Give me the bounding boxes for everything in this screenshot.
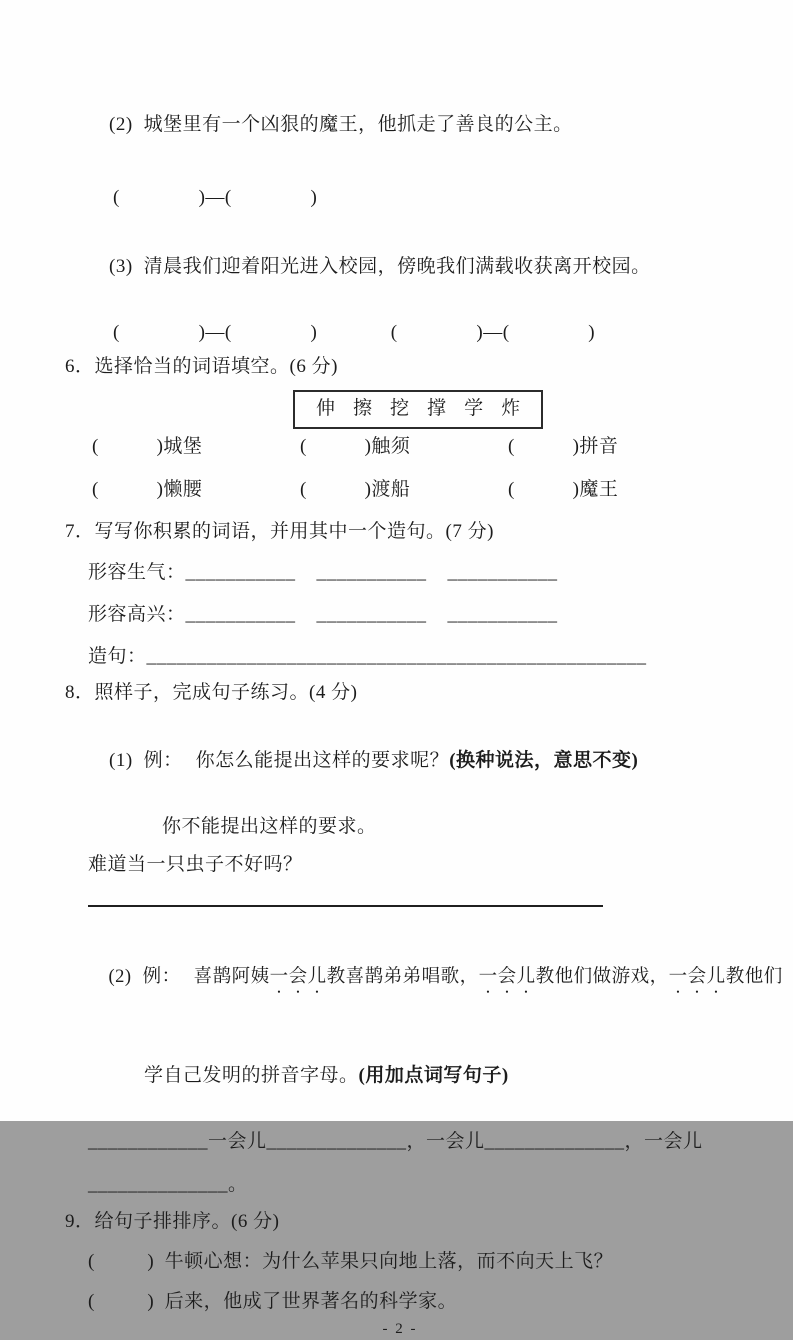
q7-angry-blanks: 形容生气：___________ ___________ ___________ — [88, 562, 558, 583]
q8-part2-dotted-word: 一会儿 — [269, 967, 327, 987]
paren-blank: ( ) — [300, 479, 372, 500]
q8-part1-answer-rule — [88, 905, 603, 907]
word-bank-char: 炸 — [501, 398, 521, 419]
paren-blank: ( ) — [92, 436, 164, 457]
q6-cell — [92, 477, 300, 503]
q8-part1-example-answer: 你不能提出这样的要求。 — [162, 816, 377, 837]
item-3-row — [88, 228, 735, 306]
q6-cell — [508, 434, 618, 460]
question-6-title: 6．选择恰当的词语填空。(6 分) — [65, 356, 338, 377]
paren-blank: ( ) — [508, 436, 580, 457]
q7-happy-blanks: 形容高兴：___________ ___________ ___________ — [88, 604, 558, 625]
q6-word: 城堡 — [163, 436, 203, 457]
paren-blank: ( ) — [92, 479, 164, 500]
q6-word: 触须 — [371, 436, 411, 457]
q8-part2-fill-line-1: ____________一会儿______________，一会儿______________，一会儿 — [88, 1131, 703, 1152]
q6-cell — [300, 477, 508, 503]
word-bank-char: 擦 — [353, 398, 373, 419]
word-bank-char: 撑 — [427, 398, 447, 419]
q6-row-1 — [92, 434, 735, 460]
q8-part1-example-text: 你怎么能提出这样的要求呢？ — [195, 750, 450, 771]
item-2-row — [88, 86, 735, 164]
q8-part1-example-row — [88, 722, 735, 800]
q8-part2-dotted-word: 一会儿 — [668, 967, 726, 987]
word-bank-box — [293, 390, 543, 429]
q6-word: 懒腰 — [163, 479, 203, 500]
item-2-answer-blanks: ( )—( ) — [113, 187, 318, 208]
q8-part2-example-row2 — [123, 1037, 735, 1115]
q8-part2-line2-text: 学自己发明的拼音字母。 — [144, 1065, 359, 1086]
q8-part2-line2-note: (用加点词写句子) — [358, 1065, 509, 1086]
q8-part2-text-seg: 喜鹊阿姨 — [193, 967, 270, 987]
item-2-label: (2) — [109, 114, 133, 135]
q6-word: 渡船 — [371, 479, 411, 500]
q8-part2-text-seg: 教喜鹊弟弟唱歌， — [326, 967, 479, 987]
word-bank-char: 学 — [464, 398, 484, 419]
q9-item-1: ( ) 牛顿心想：为什么苹果只向地上落，而不向天上飞？ — [88, 1251, 614, 1272]
q8-part2-example-prefix: 例： — [142, 967, 181, 987]
paren-blank: ( ) — [300, 436, 372, 457]
q8-part2-dotted-word: 一会儿 — [478, 967, 536, 987]
q8-part1-label: (1) — [109, 750, 133, 771]
word-bank-wrap — [65, 390, 735, 429]
question-9-title: 9．给句子排排序。(6 分) — [65, 1211, 280, 1232]
word-bank-char: 挖 — [390, 398, 410, 419]
q6-word: 拼音 — [579, 436, 619, 457]
q6-cell — [92, 434, 300, 460]
q6-cell — [508, 477, 618, 503]
q6-cell — [300, 434, 508, 460]
q9-item-2: ( ) 后来，他成了世界著名的科学家。 — [88, 1291, 458, 1312]
paren-blank: ( ) — [508, 479, 580, 500]
q8-part1-prompt: 难道当一只虫子不好吗？ — [88, 854, 303, 875]
q8-part2-text-seg: 教他们 — [725, 967, 783, 987]
q8-part1-example-note: (换种说法，意思不变) — [449, 750, 639, 771]
q6-word: 魔王 — [579, 479, 619, 500]
question-8-title: 8．照样子，完成句子练习。(4 分) — [65, 682, 358, 703]
q8-part2-fill-line-2: ______________。 — [88, 1174, 248, 1195]
q8-part2-example-row — [88, 938, 783, 1023]
question-7-title: 7．写写你积累的词语，并用其中一个造句。(7 分) — [65, 521, 494, 542]
item-3-answer-blanks: ( )—( ) ( )—( ) — [113, 322, 596, 343]
q6-row-2 — [92, 477, 735, 503]
item-2-text: 城堡里有一个凶狠的魔王，他抓走了善良的公主。 — [143, 114, 573, 135]
q7-sentence-blank: 造句：__________________________________________________ — [88, 646, 647, 667]
q8-part2-label: (2) — [108, 967, 132, 987]
item-3-label: (3) — [109, 256, 133, 277]
q8-part2-text-seg: 教他们做游戏， — [535, 967, 669, 987]
page-number: - 2 - — [382, 1321, 418, 1337]
word-bank-char: 伸 — [316, 398, 336, 419]
q8-part1-example-prefix: 例： — [143, 750, 183, 771]
item-3-text: 清晨我们迎着阳光进入校园，傍晚我们满载收获离开校园。 — [143, 256, 651, 277]
